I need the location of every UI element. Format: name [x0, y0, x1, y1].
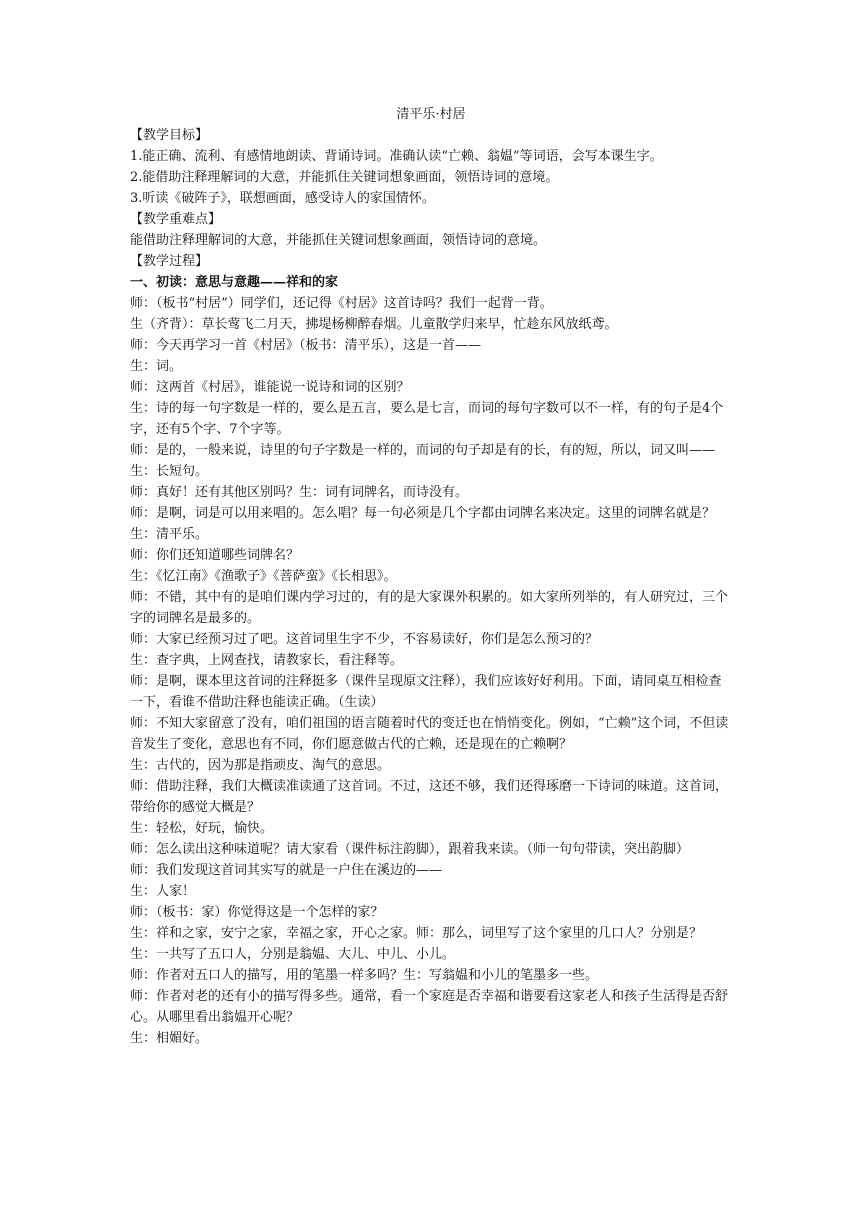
paragraph: 师：不知大家留意了没有，咱们祖国的语言随着时代的变迁也在悄悄变化。例如，“亡赖”这个词，不但读音发生了变化，意思也有不同，你们愿意做古代的亡赖，还是现在的亡赖啊？: [130, 716, 729, 752]
paragraph: 【教学重难点】: [130, 212, 222, 227]
paragraph: 生：相媚好。: [130, 1031, 209, 1046]
paragraph: 师：是啊，词是可以用来唱的。怎么唱？每一句必须是几个字都由词牌名来决定。这里的词牌名就是？: [130, 506, 716, 521]
paragraph: 师：怎么读出这种味道呢？请大家看（课件标注韵脚），跟着我来读。（师一句句带读，突出韵脚）: [130, 842, 690, 857]
paragraph: 师：借助注释，我们大概读准读通了这首词。不过，这还不够，我们还得琢磨一下诗词的味道。这首词，带给你的感觉大概是？: [130, 779, 729, 815]
paragraph: 师：作者对老的还有小的描写得多些。通常，看一个家庭是否幸福和谐要看这家老人和孩子生活得是否舒心。从哪里看出翁媪开心呢？: [130, 989, 729, 1025]
paragraph: 师：（板书：家）你觉得这是一个怎样的家？: [130, 905, 384, 920]
paragraph: 3.听读《破阵子》，联想画面，感受诗人的家国情怀。: [130, 191, 435, 206]
paragraph: 师：（板书“村居”）同学们，还记得《村居》这首诗吗？我们一起背一背。: [130, 296, 553, 311]
paragraph: 生：长短句。: [130, 464, 209, 479]
paragraph: 生：轻松，好玩，愉快。: [130, 821, 274, 836]
paragraph: 师：今天再学习一首《村居》（板书：清平乐），这是一首——: [130, 338, 482, 353]
paragraph: 师：你们还知道哪些词牌名？: [130, 548, 300, 563]
paragraph: 生（齐背）：草长莺飞二月天，拂堤杨柳醉春烟。儿童散学归来早，忙趁东风放纸鸢。: [130, 317, 618, 332]
paragraph: 师：不错，其中有的是咱们课内学习过的，有的是大家课外积累的。如大家所列举的，有人研究过，三个字的词牌名是最多的。: [130, 590, 729, 626]
document-title: 清平乐·村居: [396, 107, 466, 122]
paragraph: 2.能借助注释理解词的大意，并能抓住关键词想象画面，领悟诗词的意境。: [130, 170, 559, 185]
paragraph: 师：大家已经预习过了吧。这首词里生字不少，不容易读好，你们是怎么预习的？: [130, 632, 599, 647]
paragraph: 生：诗的每一句字数是一样的，要么是五言，要么是七言，而词的每句字数可以不一样，有的句子是4个字，还有5个字、7个字等。: [130, 401, 724, 437]
paragraph: 师：我们发现这首词其实写的就是一户住在溪边的——: [130, 863, 443, 878]
paragraph: 生：祥和之家，安宁之家，幸福之家，开心之家。师：那么，词里写了这个家里的几口人？分别是？: [130, 926, 703, 941]
section-heading: 一、初读：意思与意趣——祥和的家: [130, 275, 339, 290]
paragraph: 生：清平乐。: [130, 527, 209, 542]
paragraph: 师：是的，一般来说，诗里的句子字数是一样的，而词的句子却是有的长，有的短，所以，词又叫——: [130, 443, 716, 458]
paragraph: 师：作者对五口人的描写，用的笔墨一样多吗？生：写翁媪和小儿的笔墨多一些。: [130, 968, 599, 983]
paragraph: 师：这两首《村居》，谁能说一说诗和词的区别？: [130, 380, 410, 395]
paragraph: 生：《忆江南》《渔歌子》《菩萨蛮》《长相思》。: [130, 569, 397, 584]
paragraph: 生：查字典，上网查找，请教家长，看注释等。: [130, 653, 404, 668]
paragraph: 师：真好！还有其他区别吗？生：词有词牌名，而诗没有。: [130, 485, 469, 500]
document-body: [130, 125, 732, 1049]
paragraph: 1.能正确、流利、有感情地朗读、背诵诗词。准确认读“亡赖、翁媪”等词语，会写本课生字。: [130, 149, 663, 164]
paragraph: 【教学过程】: [130, 254, 209, 269]
paragraph: 生：词。: [130, 359, 183, 374]
paragraph: 生：一共写了五口人，分别是翁媪、大儿、中儿、小儿。: [130, 947, 456, 962]
paragraph: 师：是啊，课本里这首词的注释挺多（课件呈现原文注释），我们应该好好利用。下面，请同桌互相检查一下，看谁不借助注释也能读正确。（生读）: [130, 674, 722, 710]
paragraph: 【教学目标】: [130, 128, 209, 143]
paragraph: 生：古代的，因为那是指顽皮、淘气的意思。: [130, 758, 391, 773]
paragraph: 能借助注释理解词的大意，并能抓住关键词想象画面，领悟诗词的意境。: [130, 233, 547, 248]
document-page: [130, 104, 732, 1049]
paragraph: 生：人家！: [130, 884, 196, 899]
